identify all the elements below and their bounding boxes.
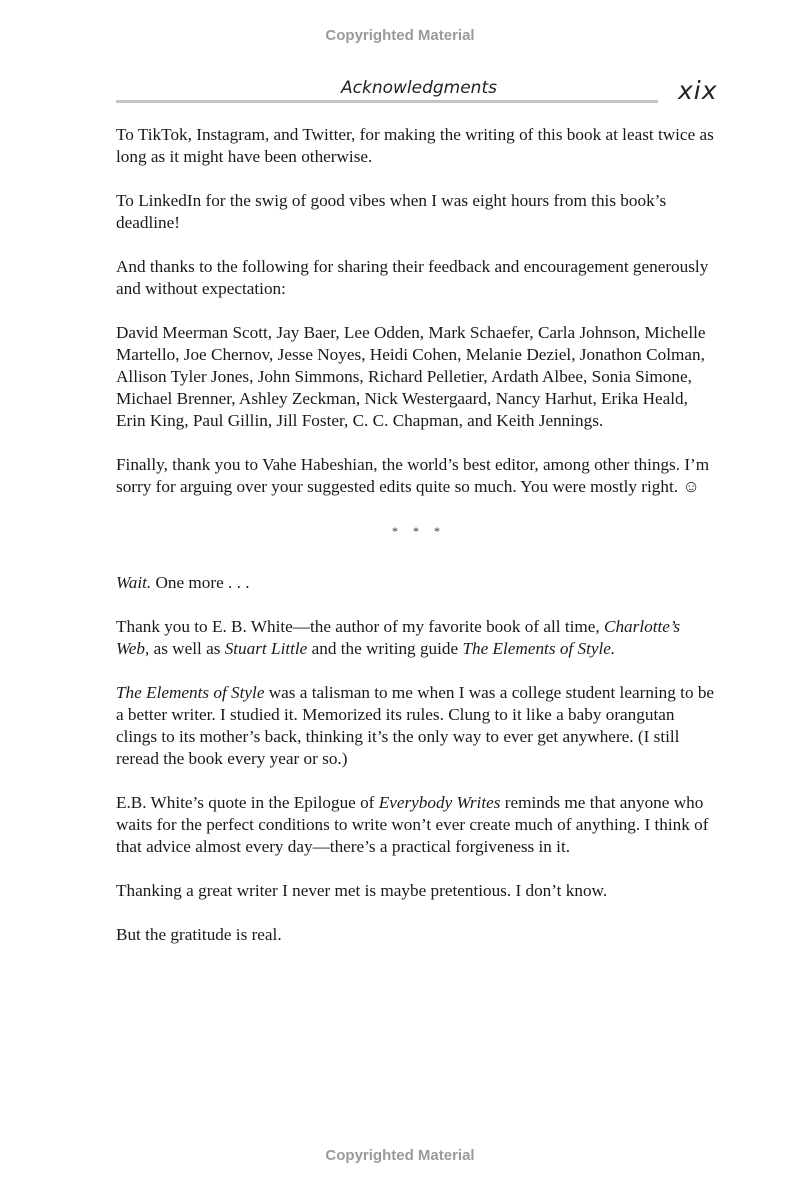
text-span: . [610,639,616,658]
page-body [116,124,716,968]
paragraph-editor-thanks: Finally, thank you to Vahe Habeshian, the world’s best editor, among other things. I’m sorry for arguing over your suggested edits quite so much. You were mostly right. ☺ [116,455,710,496]
wait-emphasis: Wait. [116,573,152,592]
paragraph-gratitude: But the gratitude is real. [116,925,282,944]
section-break-ornament: * * * [392,524,446,538]
book-title-charlottes-web: Charlotte’s Web, [116,617,681,658]
copyright-watermark-bottom: Copyrighted Material [325,1147,475,1164]
paragraph-wait [116,572,716,594]
paragraph-elements-of-style [116,682,716,770]
wait-rest: One more . . . [151,573,250,592]
paragraph-name-list: David Meerman Scott, Jay Baer, Lee Odden, Mark Schaefer, Carla Johnson, Michelle Martello, Joe Chernov, Jesse Noyes, Heidi Cohen, Melanie Deziel, Jonathon Colman, Allison Tyler Jones, John Simmons, Richard Pelletier, Ardath Albee, Sonia Simone, Michael Brenner, Ashley Zeckman, Nick Westergaard, Nancy Harhut, Erika Heald, Erin King, Paul Gillin, Jill Foster, C. C. Chapman, and Keith Jennings. [116,323,706,430]
book-title-elements-of-style: The Elements of Style [116,683,265,702]
paragraph-epilogue-quote [116,792,716,858]
text-span: and the writing guide [307,639,463,658]
text-span: E.B. White’s quote in the Epilogue of [116,793,379,812]
book-title-stuart-little: Stuart Little [224,639,308,658]
paragraph-thanks-intro: And thanks to the following for sharing their feedback and encouragement generously and without expectation: [116,257,709,298]
text-span: Thank you to E. B. White—the author of my favorite book of all time, [116,617,604,636]
page-number: xix [678,76,718,105]
copyright-watermark-top: Copyrighted Material [325,27,475,44]
text-span: as well as [149,639,225,658]
paragraph-pretentious: Thanking a great writer I never met is maybe pretentious. I don’t know. [116,881,608,900]
text-span: reminds me that anyone who waits for the perfect conditions to write won’t ever create much of anything. I think of that advice almost every day—there’s a practical forgiveness in it. [116,793,709,856]
book-title-everybody-writes: Everybody Writes [378,793,501,812]
paragraph-linkedin: To LinkedIn for the swig of good vibes when I was eight hours from this book’s deadline! [116,191,667,232]
paragraph-eb-white [116,616,716,660]
book-title-elements-of-style: The Elements of Style [462,639,611,658]
paragraph-social-media: To TikTok, Instagram, and Twitter, for making the writing of this book at least twice as long as it might have been otherwise. [116,125,714,166]
text-span: was a talisman to me when I was a college student learning to be a better writer. I studied it. Memorized its rules. Clung to it like a baby orangutan clings to its mother’s back, thinking it’s the only way to ever get anywhere. (I still reread the book every year or so.) [116,683,715,768]
header-rule [116,100,658,103]
running-head-title: Acknowledgments [341,78,497,98]
